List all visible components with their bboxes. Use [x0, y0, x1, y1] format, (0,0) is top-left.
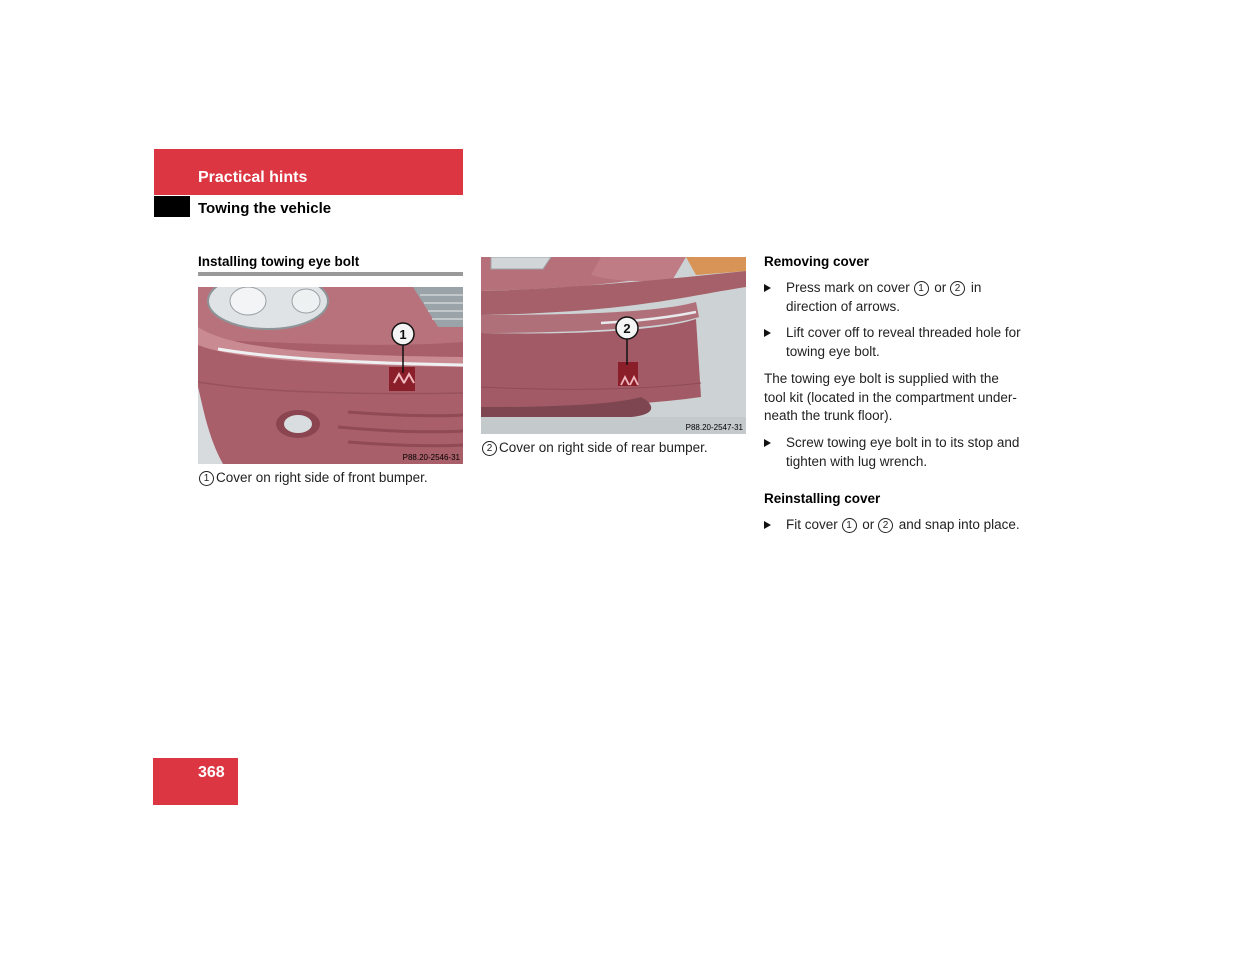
- bullet-arrow-icon: [764, 439, 771, 447]
- bullet-arrow-icon: [764, 521, 771, 529]
- step-press-mark: [764, 279, 1036, 316]
- reinstalling-cover-heading: Reinstalling cover: [764, 491, 881, 506]
- step1-text-b: or: [930, 280, 951, 295]
- para-line2: tool kit (located in the compartment under-: [764, 389, 1017, 405]
- step4-text-a: Fit cover: [786, 517, 842, 532]
- step4-text-b: or: [858, 517, 879, 532]
- installing-heading: Installing towing eye bolt: [198, 254, 360, 269]
- bullet-arrow-icon: [764, 284, 771, 292]
- step1-text-c: in: [967, 280, 982, 295]
- para-line1: The towing eye bolt is supplied with the: [764, 371, 999, 386]
- bullet-arrow-icon: [764, 329, 771, 337]
- para-line3: neath the trunk floor).: [764, 408, 893, 423]
- step1-num2: 2: [950, 281, 965, 296]
- step4-num1: 1: [842, 518, 857, 533]
- page-number-box: [153, 758, 238, 805]
- figure1-caption-num: 1: [199, 471, 214, 486]
- tool-kit-paragraph: [764, 370, 1034, 426]
- rear-bumper-figure: [481, 257, 746, 434]
- step1-num1: 1: [914, 281, 929, 296]
- step4-text-c: and snap into place.: [895, 517, 1020, 532]
- subsection-title: Towing the vehicle: [198, 200, 332, 217]
- step2-line1: Lift cover off to reveal threaded hole for: [786, 325, 1021, 340]
- figure2-caption: [482, 440, 708, 456]
- figure2-caption-text: Cover on right side of rear bumper.: [499, 440, 708, 455]
- figure1-code: P88.20-2546-31: [402, 453, 460, 462]
- step-lift-cover: [764, 324, 1036, 361]
- step3-line1: Screw towing eye bolt in to its stop and: [786, 435, 1020, 450]
- figure1-callout: 1: [399, 327, 407, 342]
- figure1-caption-text: Cover on right side of front bumper.: [216, 470, 428, 485]
- step2-line2: towing eye bolt.: [786, 343, 880, 359]
- removing-cover-heading: Removing cover: [764, 254, 870, 269]
- step-screw-bolt: [764, 434, 1036, 471]
- figure2-caption-num: 2: [482, 441, 497, 456]
- subsection-marker: [154, 196, 190, 217]
- step4-num2: 2: [878, 518, 893, 533]
- figure2-callout: 2: [623, 321, 631, 336]
- front-bumper-figure: [198, 287, 463, 464]
- page-number: 368: [198, 764, 225, 781]
- step3-line2: tighten with lug wrench.: [786, 453, 928, 469]
- figure2-code: P88.20-2547-31: [685, 423, 743, 432]
- step1-text-d: direction of arrows.: [786, 298, 901, 314]
- figure1-caption: [199, 470, 428, 486]
- section-title: Practical hints: [198, 169, 308, 186]
- step-fit-cover: [764, 516, 1046, 535]
- step1-text-a: Press mark on cover: [786, 280, 914, 295]
- heading-rule: [198, 272, 463, 276]
